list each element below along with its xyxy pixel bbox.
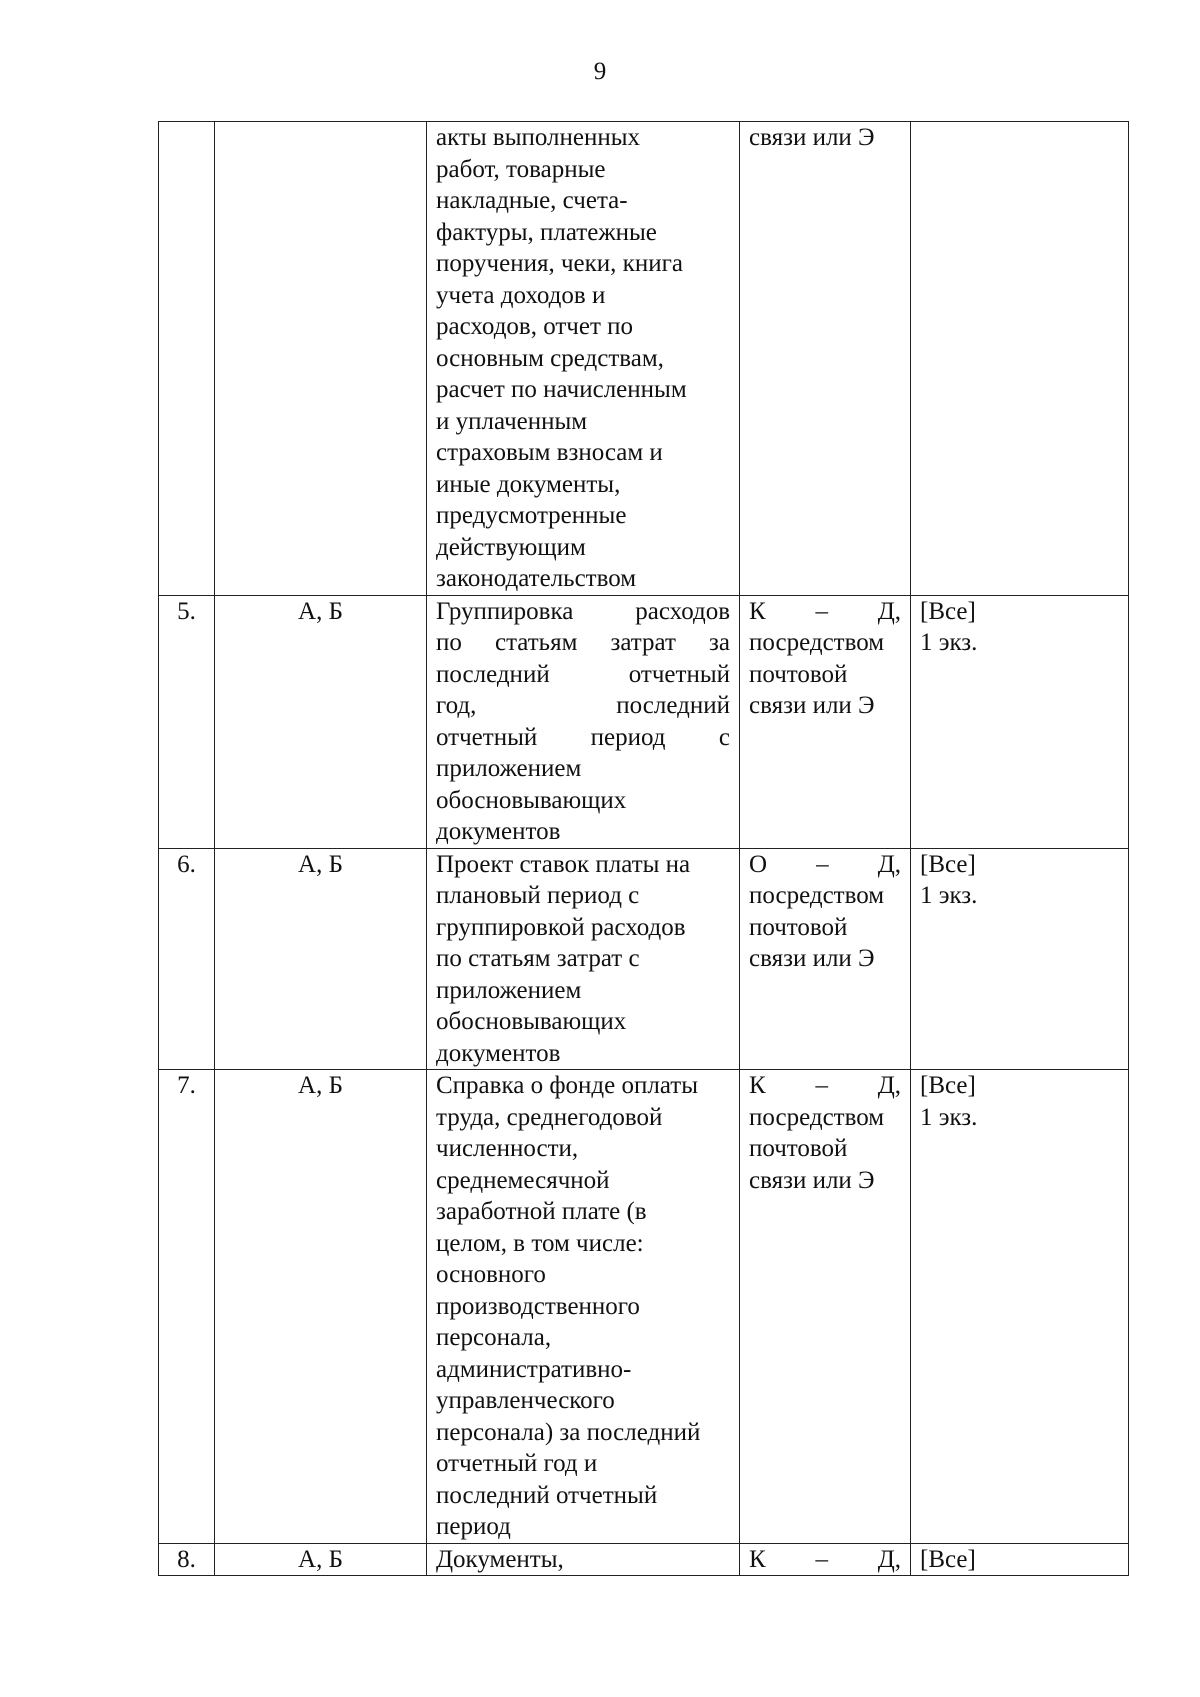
form-line: посредством <box>749 882 885 909</box>
word: статьям <box>494 629 578 656</box>
row-number: 6. <box>159 848 215 1070</box>
scope-line: 1 экз. <box>920 629 978 656</box>
form-code: К <box>749 1545 766 1573</box>
document-line: накладные, счета- <box>436 187 628 214</box>
document-line: производственного <box>436 1292 640 1320</box>
word: по <box>436 629 462 656</box>
word: за <box>708 629 730 656</box>
documents-table <box>158 121 1129 1576</box>
word: расходов <box>635 597 730 625</box>
category: А, Б <box>215 1070 427 1544</box>
document-line: акты выполненных <box>436 124 641 151</box>
table-row-continued <box>159 122 1129 596</box>
scope-cell <box>911 1070 1129 1544</box>
document-line: Справка о фонде оплаты <box>436 1072 698 1099</box>
form-line: связи или Э <box>749 692 875 719</box>
document-line: документов <box>436 1039 561 1067</box>
document-line: работ, товарные <box>436 155 606 183</box>
document-line: период <box>436 1513 511 1540</box>
form-line <box>749 1544 901 1576</box>
document-line: действующим <box>436 533 586 561</box>
table-row-7 <box>159 1070 1129 1544</box>
form-dash: – <box>815 1072 828 1099</box>
form-line <box>749 596 901 628</box>
submission-form-cell <box>740 595 911 848</box>
document-line: персонала) за последний <box>436 1418 701 1446</box>
word: затрат <box>610 629 676 656</box>
row-number: 8. <box>159 1543 215 1576</box>
document-line: последний отчетный <box>436 1481 658 1509</box>
form-line: связи или Э <box>749 124 875 151</box>
submission-form-cell <box>740 1070 911 1544</box>
form-line <box>749 849 901 881</box>
word: год, <box>436 692 477 719</box>
category: А, Б <box>215 595 427 848</box>
document-line: административно- <box>436 1355 632 1383</box>
category: А, Б <box>215 1543 427 1576</box>
scope-cell <box>911 848 1129 1070</box>
document-line: среднемесячной <box>436 1166 610 1194</box>
category: А, Б <box>215 848 427 1070</box>
document-line: учета доходов и <box>436 281 606 309</box>
document-line: управленческого <box>436 1387 615 1414</box>
document-line: Проект ставок платы на <box>436 850 691 878</box>
form-line <box>749 1070 901 1102</box>
word: последний <box>436 660 550 688</box>
document-line: обосновывающих <box>436 786 627 814</box>
form-code: Д, <box>877 1072 901 1099</box>
scope-line: 1 экз. <box>920 882 978 909</box>
document-line: документов <box>436 818 561 845</box>
form-code: О <box>749 850 768 878</box>
form-code: Д, <box>877 1545 901 1573</box>
row-number: 5. <box>159 595 215 848</box>
scope-line: [Все] <box>920 1545 976 1573</box>
submission-form-cell <box>740 122 911 596</box>
form-line: почтовой <box>749 660 848 688</box>
document-line: по статьям затрат с <box>436 945 640 972</box>
document-line <box>436 690 730 722</box>
word: отчетный <box>628 660 730 688</box>
submission-form-cell <box>740 848 911 1070</box>
form-dash: – <box>815 1545 828 1573</box>
document-line: группировкой расходов <box>436 913 686 941</box>
table-row-8 <box>159 1543 1129 1576</box>
word: Группировка <box>436 597 574 625</box>
category-cell <box>215 122 427 596</box>
word: период <box>590 723 666 751</box>
document-cell <box>427 1070 740 1544</box>
scope-line: [Все] <box>920 1072 976 1099</box>
document-line: иные документы, <box>436 470 621 498</box>
document-line: персонала, <box>436 1324 552 1351</box>
document-line: предусмотренные <box>436 502 627 529</box>
document-line: заработной плате (в <box>436 1198 647 1225</box>
document-line <box>436 659 730 691</box>
document-line: основного <box>436 1261 546 1288</box>
document-line: расчет по начисленным <box>436 376 687 403</box>
form-code: Д, <box>877 597 901 625</box>
form-code: К <box>749 1072 766 1099</box>
document-line <box>436 627 730 659</box>
form-code: Д, <box>877 850 901 878</box>
scope-cell <box>911 122 1129 596</box>
form-line: связи или Э <box>749 1166 875 1194</box>
document-line: законодательством <box>436 565 637 592</box>
document-line: обосновывающих <box>436 1008 627 1035</box>
form-line: посредством <box>749 1103 885 1131</box>
document-cell <box>427 848 740 1070</box>
word: отчетный <box>436 723 538 751</box>
scope-cell <box>911 595 1129 848</box>
form-code: К <box>749 597 766 625</box>
document-line: поручения, чеки, книга <box>436 250 683 277</box>
document-line <box>436 596 730 628</box>
table-row-5 <box>159 595 1129 848</box>
document-line: Документы, <box>436 1545 564 1573</box>
document-line: численности, <box>436 1135 579 1162</box>
document-line: страховым взносам и <box>436 439 663 466</box>
document-line: фактуры, платежные <box>436 218 657 246</box>
word: с <box>718 723 730 751</box>
document-cell <box>427 1543 740 1576</box>
document-line: основным средствам, <box>436 344 664 372</box>
form-line: посредством <box>749 629 885 656</box>
word: последний <box>616 692 730 719</box>
form-dash: – <box>815 597 828 625</box>
form-line: почтовой <box>749 913 848 941</box>
scope-line: 1 экз. <box>920 1103 978 1131</box>
form-line: связи или Э <box>749 945 875 972</box>
form-line: почтовой <box>749 1135 848 1162</box>
submission-form-cell <box>740 1543 911 1576</box>
scope-line: [Все] <box>920 597 976 625</box>
document-line: целом, в том числе: <box>436 1229 644 1257</box>
table-row-6 <box>159 848 1129 1070</box>
scope-line: [Все] <box>920 850 976 878</box>
document-line <box>436 722 730 754</box>
scope-cell <box>911 1543 1129 1576</box>
form-dash: – <box>816 850 829 878</box>
row-number-cell <box>159 122 215 596</box>
page-number: 9 <box>593 58 607 85</box>
document-line: отчетный год и <box>436 1450 598 1477</box>
row-number: 7. <box>159 1070 215 1544</box>
document-cell <box>427 595 740 848</box>
document-line: и уплаченным <box>436 407 588 435</box>
document-line: плановый период с <box>436 882 640 909</box>
document-line: расходов, отчет по <box>436 313 634 340</box>
document-line: приложением <box>436 755 582 782</box>
document-line: приложением <box>436 976 582 1004</box>
document-cell <box>427 122 740 596</box>
document-line: труда, среднегодовой <box>436 1103 663 1131</box>
